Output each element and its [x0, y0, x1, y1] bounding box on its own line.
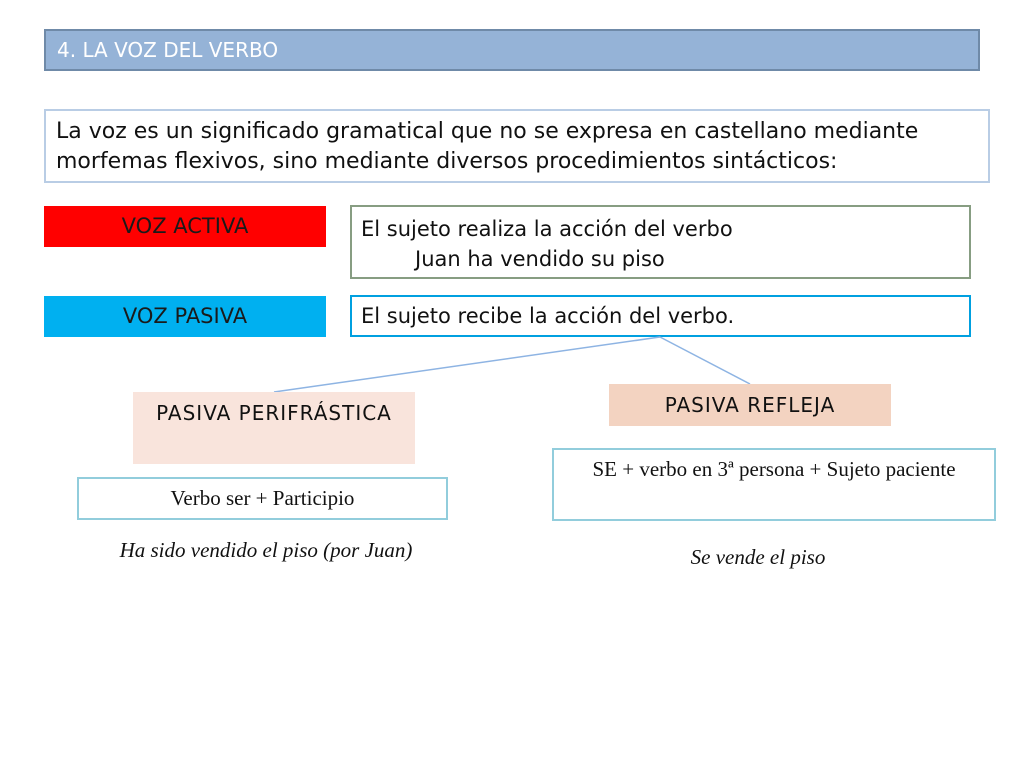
active-voice-description: El sujeto realiza la acción del verbo — [361, 217, 733, 241]
reflexive-passive-label: PASIVA REFLEJA — [609, 384, 891, 426]
passive-voice-description: El sujeto recibe la acción del verbo. — [350, 295, 971, 337]
periphrastic-passive-example: Ha sido vendido el piso (por Juan) — [119, 538, 413, 562]
connector-to-periphrastic — [274, 337, 660, 392]
reflexive-passive-formula: SE + verbo en 3ª persona + Sujeto paciente — [552, 448, 996, 521]
periphrastic-passive-label: PASIVA PERIFRÁSTICA — [133, 392, 415, 464]
active-voice-example: Juan ha vendido su piso — [415, 247, 665, 271]
active-voice-label: VOZ ACTIVA — [44, 206, 326, 247]
reflexive-passive-example: Se vende el piso — [690, 545, 826, 569]
passive-voice-label: VOZ PASIVA — [44, 296, 326, 337]
slide-title: 4. LA VOZ DEL VERBO — [44, 29, 980, 71]
periphrastic-passive-formula: Verbo ser + Participio — [77, 477, 448, 520]
connector-to-reflexive — [660, 337, 750, 384]
definition-box: La voz es un significado gramatical que no se expresa en castellano mediante morfemas flexivos, sino mediante diversos procedimientos sintácticos: — [44, 109, 990, 183]
